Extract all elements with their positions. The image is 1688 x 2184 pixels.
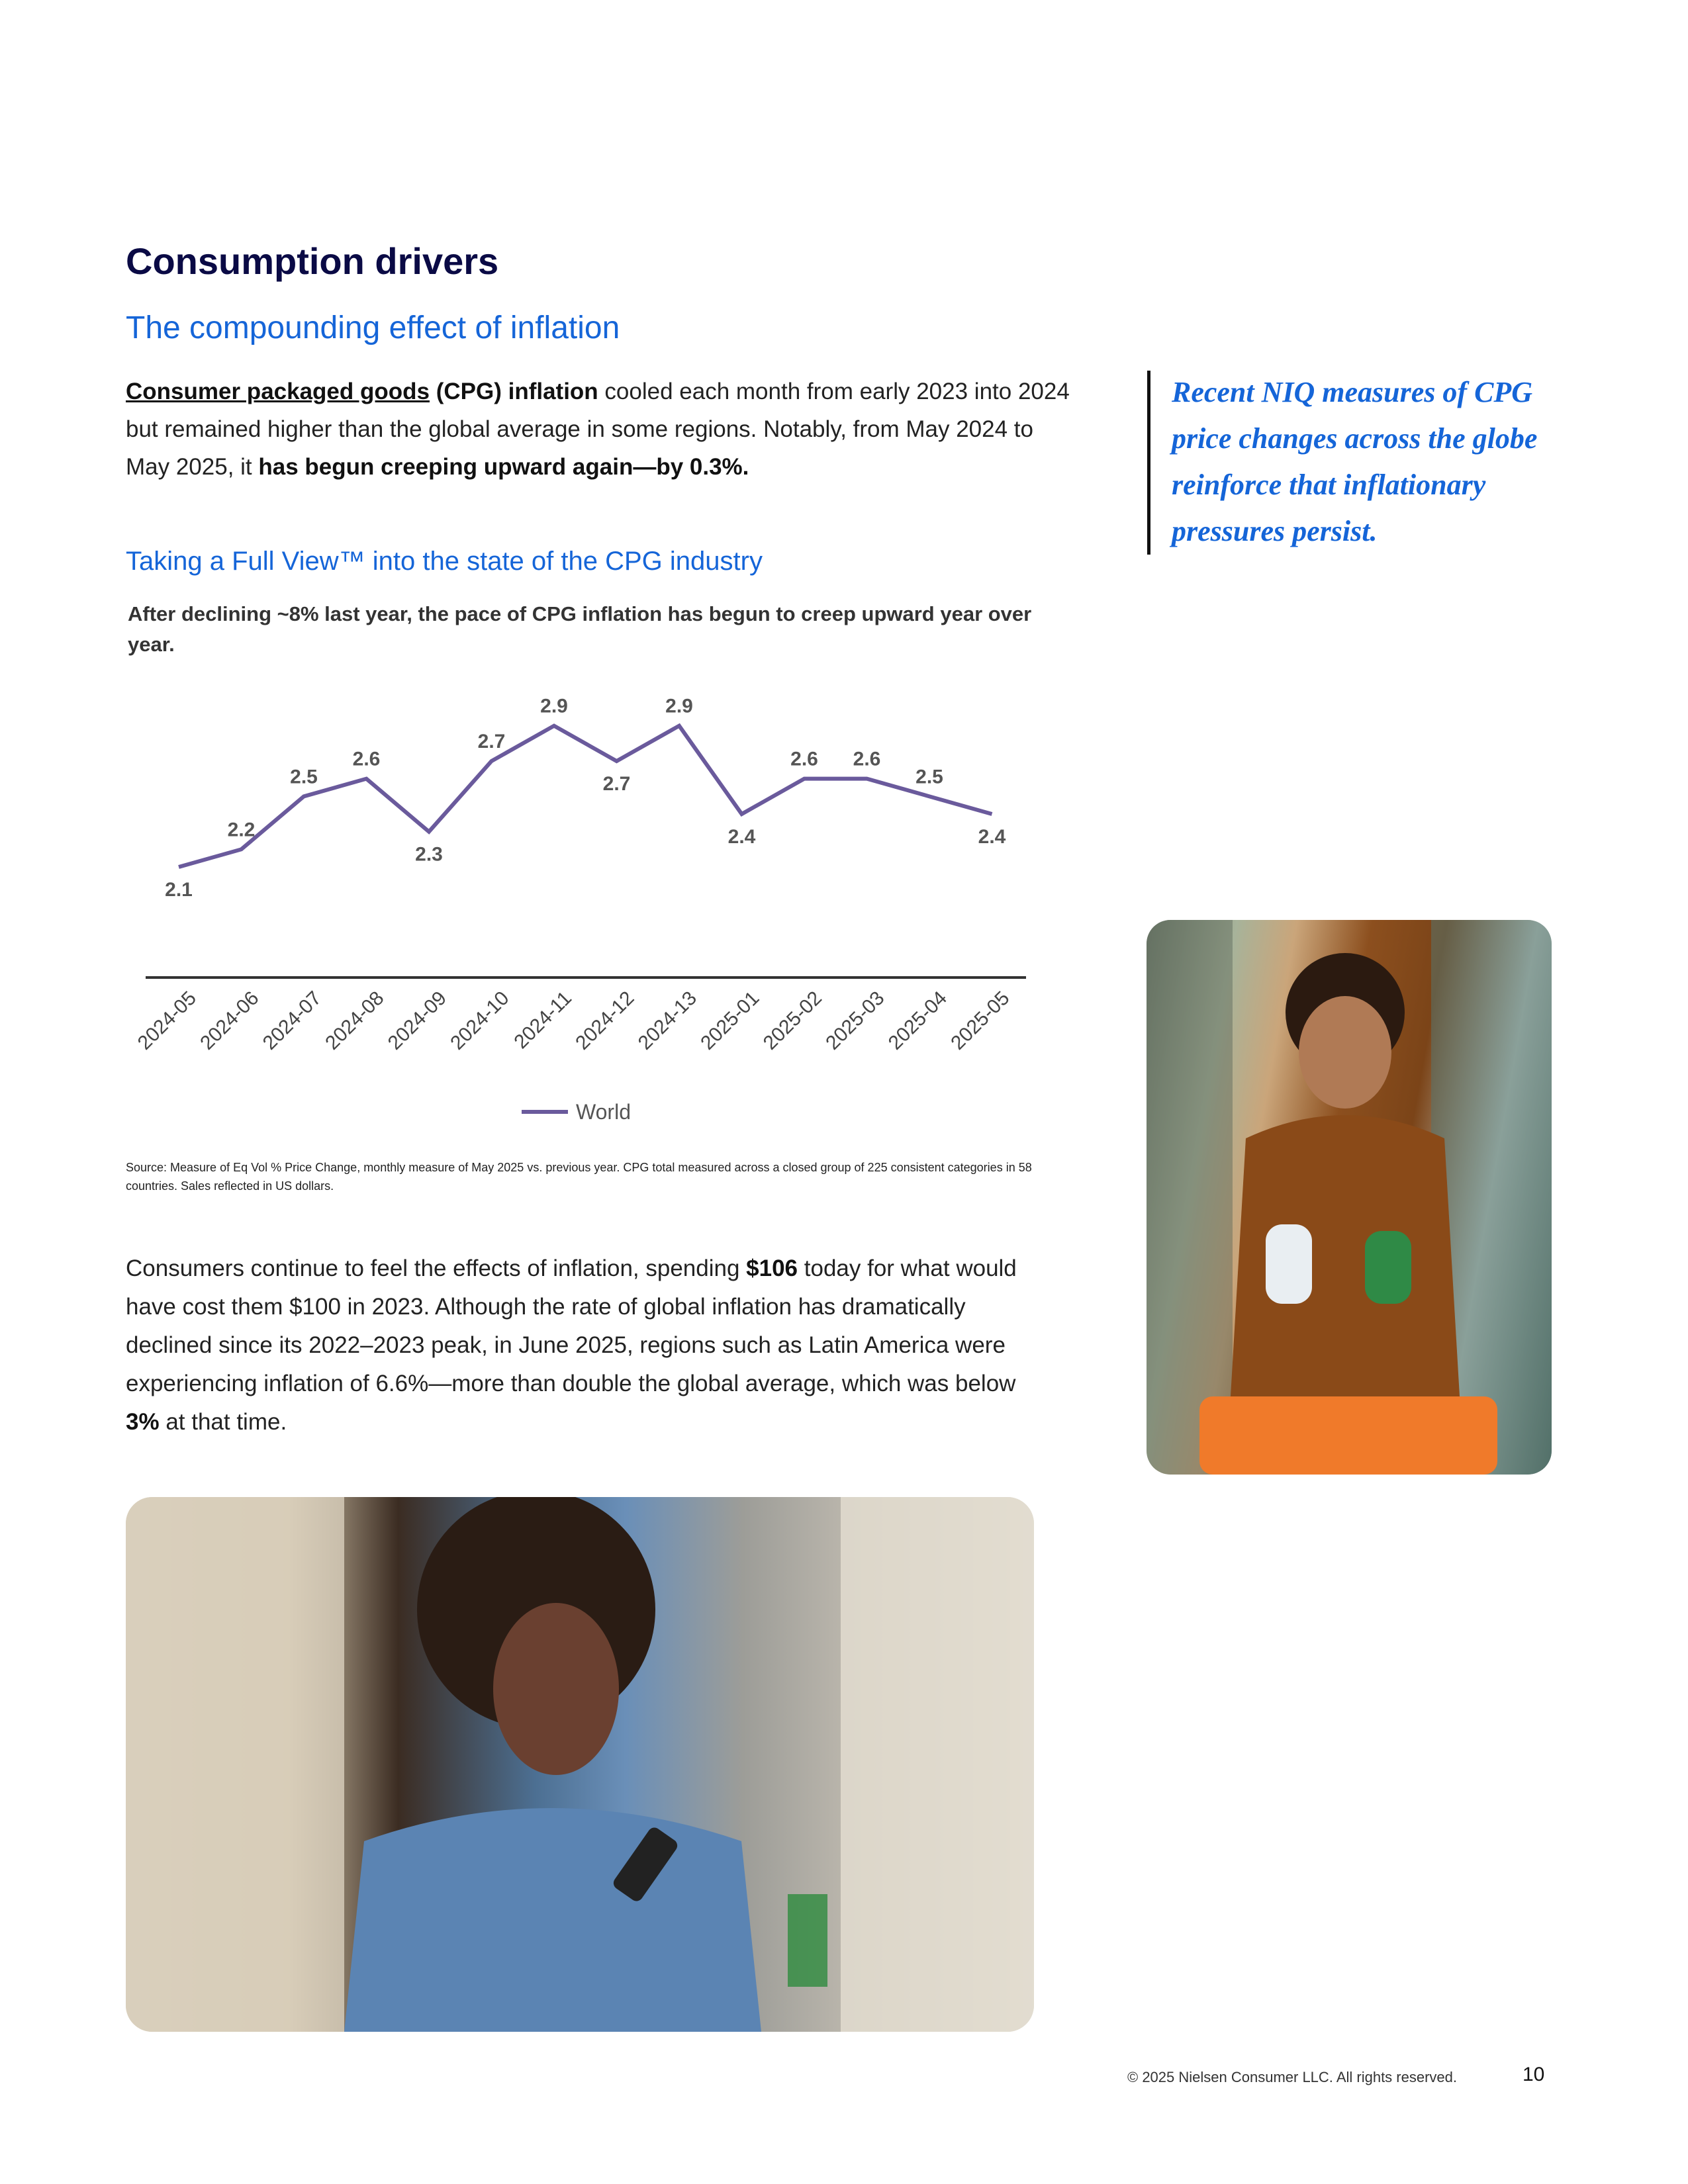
copyright-footer: © 2025 Nielsen Consumer LLC. All rights reserved. <box>1127 2069 1457 2085</box>
data-label: 2.7 <box>602 773 631 795</box>
data-label: 2.9 <box>665 695 693 717</box>
woman-phone-photo <box>126 1497 1034 2032</box>
data-label: 2.3 <box>415 843 443 866</box>
body-text-2: today for what would have cost them $100 in 2023. Although the rate of global inflation has dramatically declined since its 2022–2023 peak, in June 2025, regions such as Latin America were experiencing inflation of 6.6%—more than double the global average, which was below <box>126 1255 1017 1396</box>
body-paragraph <box>126 1250 1053 1441</box>
data-label: 2.7 <box>477 731 506 752</box>
x-tick-label: 2024-06 <box>196 987 263 1054</box>
legend-label: World <box>576 1100 631 1124</box>
x-tick-label: 2024-13 <box>633 987 701 1054</box>
intro-paragraph <box>126 373 1079 486</box>
x-tick-label: 2024-11 <box>510 987 576 1054</box>
data-label: 2.4 <box>978 826 1006 848</box>
x-tick-label: 2024-08 <box>321 987 389 1054</box>
intro-bold-2: has begun creeping upward again—by 0.3%. <box>258 454 749 480</box>
body-bold-2: 3% <box>126 1409 160 1435</box>
shopper-photo <box>1147 920 1552 1475</box>
x-tick-label: 2025-05 <box>947 987 1014 1054</box>
data-label: 2.6 <box>352 748 381 770</box>
body-text-1: Consumers continue to feel the effects of inflation, spending <box>126 1255 747 1281</box>
data-label: 2.9 <box>540 695 568 717</box>
data-label: 2.5 <box>915 766 943 788</box>
x-tick-label: 2024-12 <box>571 987 639 1054</box>
data-label: 2.1 <box>165 879 193 901</box>
data-label: 2.2 <box>227 819 256 841</box>
x-tick-label: 2024-10 <box>446 987 514 1054</box>
intro-bold-1: (CPG) inflation <box>436 379 598 404</box>
chart-subtitle: After declining ~8% last year, the pace of CPG inflation has begun to creep upward year over year. <box>128 602 1032 656</box>
shopper-illustration <box>1147 920 1552 1475</box>
x-tick-label: 2025-04 <box>884 987 951 1054</box>
section-subtitle: The compounding effect of inflation <box>126 310 620 345</box>
cpg-link[interactable]: Consumer packaged goods <box>126 379 430 404</box>
data-label: 2.5 <box>290 766 318 788</box>
quote-divider <box>1147 371 1150 555</box>
x-tick-label: 2024-05 <box>133 987 201 1054</box>
body-text-3: at that time. <box>159 1409 287 1435</box>
data-label: 2.4 <box>727 826 756 848</box>
inflation-line-chart <box>126 668 1053 1152</box>
x-tick-label: 2025-03 <box>821 987 889 1054</box>
body-bold-1: $106 <box>746 1255 798 1281</box>
chart-title: Taking a Full View™ into the state of the CPG industry <box>126 547 763 576</box>
series-line-world <box>179 726 992 867</box>
x-tick-label: 2025-02 <box>759 987 826 1054</box>
x-tick-label: 2024-09 <box>383 987 451 1054</box>
woman-illustration <box>126 1497 1034 2032</box>
intro-text-1: cooled each month from early 2023 into 2024 but remained higher than the global average in some regions. Notably, from May 2024 to May 2025, it <box>126 379 1070 480</box>
data-label: 2.6 <box>853 748 881 770</box>
page-number: 10 <box>1523 2064 1545 2085</box>
chart-source-note: Source: Measure of Eq Vol % Price Change, monthly measure of May 2025 vs. previous year. CPG total measured across a closed group of 225 consistent categories in 58 countries. Sales reflected in US dollars. <box>126 1161 1032 1193</box>
pull-quote: Recent NIQ measures of CPG price changes across the globe reinforce that inflationary pressures persist. <box>1172 376 1538 547</box>
x-tick-label: 2024-07 <box>258 987 326 1054</box>
data-label: 2.6 <box>790 748 818 770</box>
x-tick-label: 2025-01 <box>696 987 764 1054</box>
page-title: Consumption drivers <box>126 240 499 282</box>
